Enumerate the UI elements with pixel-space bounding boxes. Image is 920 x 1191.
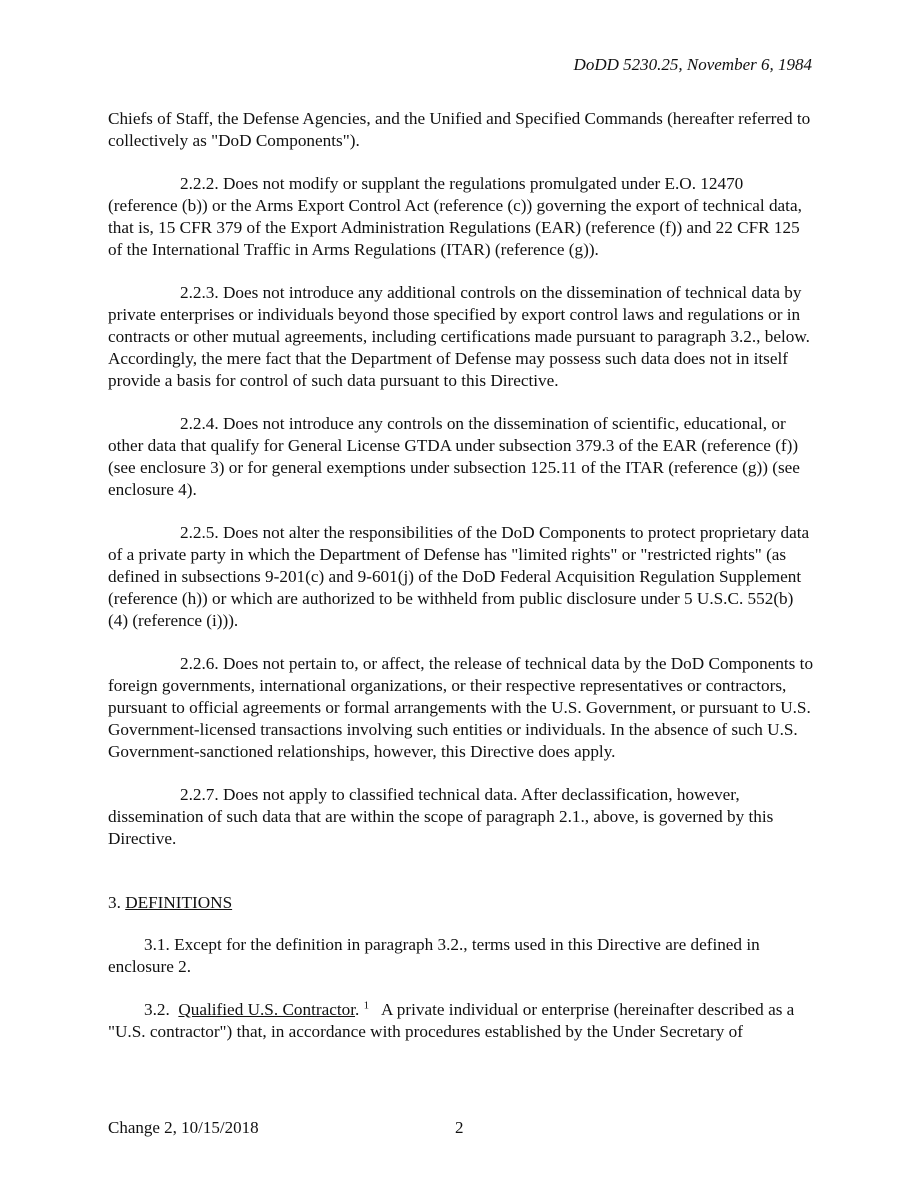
running-header: DoDD 5230.25, November 6, 1984 — [573, 55, 812, 74]
paragraph-continuation: Chiefs of Staff, the Defense Agencies, and the Unified and Specified Commands (hereafter referred to collectively as "DoD Components"). — [108, 109, 811, 150]
paragraph-2-2-6: 2.2.6. Does not pertain to, or affect, the release of technical data by the DoD Components to foreign governments, international organizations, or their respective representatives or contractors, pursuant to official agreements or formal arrangements with the U.S. Government, or pursuant to U.S. Government-licensed transactions involving such entities or individuals. In the absence of such U.S. Government-sanctioned relationships, however, this Directive does apply. — [108, 654, 814, 761]
defined-term: Qualified U.S. Contractor — [178, 1000, 355, 1019]
section-heading — [108, 892, 814, 914]
paragraph-2-2-4: 2.2.4. Does not introduce any controls on the dissemination of scientific, educational, or other data that qualify for General License GTDA under subsection 379.3 of the EAR (reference (f)) (see enclosure 3) or for general exemptions under subsection 125.11 of the ITAR (reference (g)) (see enclosure 4). — [108, 414, 800, 499]
paragraph-3-2 — [108, 999, 814, 1043]
paragraph-3-2-number: 3.2. — [144, 1000, 179, 1019]
page-number: 2 — [455, 1118, 464, 1137]
change-notice: Change 2, 10/15/2018 — [108, 1118, 259, 1137]
paragraph-2-2-5: 2.2.5. Does not alter the responsibilities of the DoD Components to protect proprietary data of a private party in which the Department of Defense has "limited rights" or "restricted rights" (as defined in subsections 9-201(c) and 9-601(j) of the DoD Federal Acquisition Regulation Supplement (reference (h)) or which are authorized to be withheld from public disclosure under 5 U.S.C. 552(b) (4) (reference (i))). — [108, 523, 810, 630]
body-text — [108, 108, 814, 1064]
footnote-marker[interactable]: 1 — [363, 999, 370, 1012]
section-title: DEFINITIONS — [125, 893, 233, 912]
term-period: . — [355, 1000, 360, 1019]
paragraph-3-1: 3.1. Except for the definition in paragraph 3.2., terms used in this Directive are defined in enclosure 2. — [108, 935, 760, 976]
paragraph-2-2-2: 2.2.2. Does not modify or supplant the regulations promulgated under E.O. 12470 (reference (b)) or the Arms Export Control Act (reference (c)) governing the export of technical data, that is, 15 CFR 379 of the Export Administration Regulations (EAR) (reference (f)) and 22 CFR 125 of the International Traffic in Arms Regulations (ITAR) (reference (g)). — [108, 174, 802, 259]
paragraph-2-2-7: 2.2.7. Does not apply to classified technical data. After declassification, however, dissemination of such data that are within the scope of paragraph 2.1., above, is governed by this Directive. — [108, 785, 774, 848]
paragraph-3-2-text: A private individual or enterprise (hereinafter described as a "U.S. contractor") that, in accordance with procedures established by the Under Secretary of — [108, 1000, 799, 1041]
section-number: 3. — [108, 893, 126, 912]
paragraph-2-2-3: 2.2.3. Does not introduce any additional controls on the dissemination of technical data by private enterprises or individuals beyond those specified by export control laws and regulations or in contracts or other mutual agreements, including certifications made pursuant to paragraph 3.2., below. Accordingly, the mere fact that the Department of Defense may possess such data does not in itself provide a basis for control of such data pursuant to this Directive. — [108, 283, 810, 390]
